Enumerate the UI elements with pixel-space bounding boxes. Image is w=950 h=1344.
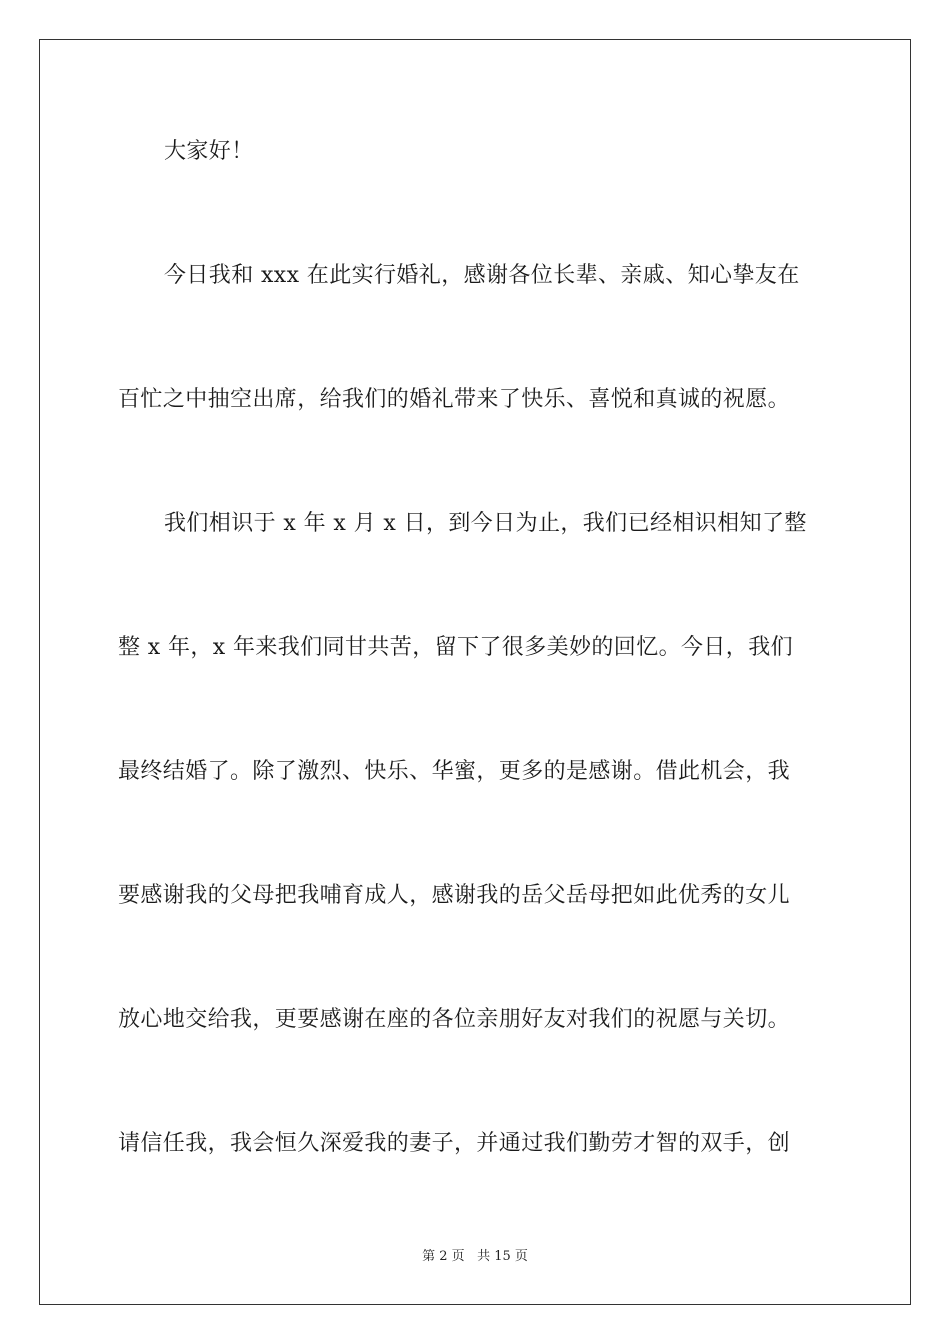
- page-number: 第 2 页: [422, 1249, 465, 1264]
- text-line: 请信任我，我会恒久深爱我的妻子，并通过我们勤劳才智的双手，创: [118, 1131, 791, 1156]
- page-total: 共 15 页: [477, 1249, 528, 1264]
- page-border: [39, 39, 911, 1305]
- text-line: 我们相识于 x 年 x 月 x 日，到今日为止，我们已经相识相知了整: [164, 511, 807, 536]
- greeting-line: 大家好！: [164, 139, 254, 164]
- text-line: 整 x 年，x 年来我们同甘共苦，留下了很多美妙的回忆。今日，我们: [118, 635, 793, 660]
- text-line: 今日我和 xxx 在此实行婚礼，感谢各位长辈、亲戚、知心挚友在: [164, 263, 800, 288]
- text-line: 最终结婚了。除了激烈、快乐、华蜜，更多的是感谢。借此机会，我: [118, 759, 791, 784]
- page-footer: [0, 1247, 950, 1267]
- text-line: 要感谢我的父母把我哺育成人，感谢我的岳父岳母把如此优秀的女儿: [118, 883, 791, 908]
- text-line: 放心地交给我，更要感谢在座的各位亲朋好友对我们的祝愿与关切。: [118, 1007, 791, 1032]
- text-line: 百忙之中抽空出席，给我们的婚礼带来了快乐、喜悦和真诚的祝愿。: [118, 387, 791, 412]
